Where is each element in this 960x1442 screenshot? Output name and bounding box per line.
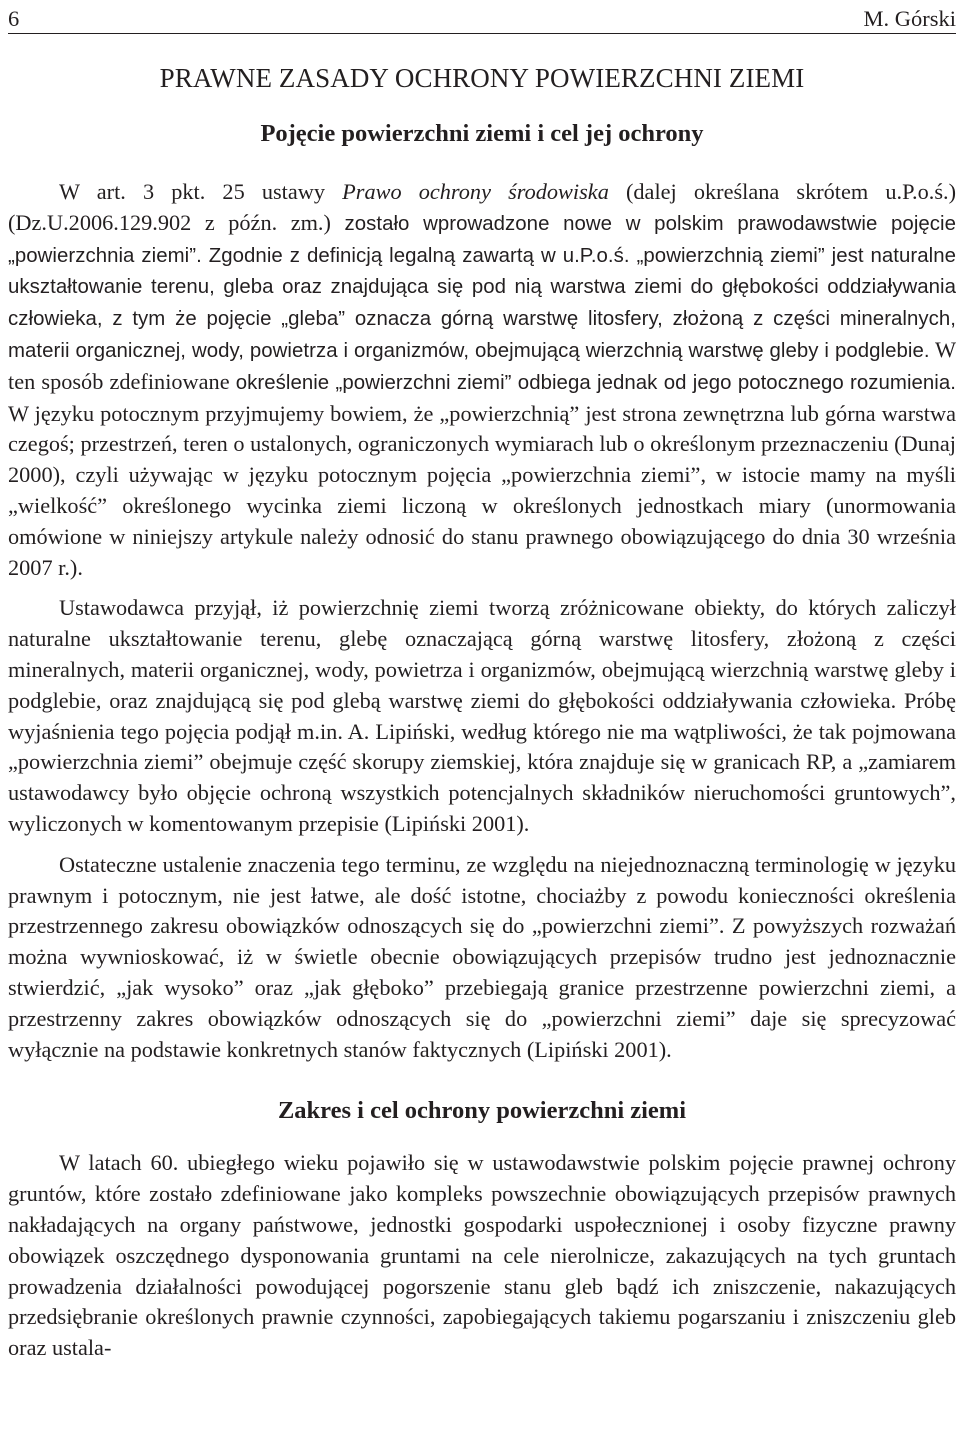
running-head (8, 0, 956, 34)
section-heading-1: Pojęcie powierzchni ziemi i cel jej ochrony (260, 120, 704, 147)
page (8, 0, 956, 1364)
paragraph-1 (8, 177, 956, 583)
section-2-body (8, 1148, 956, 1364)
p1-text-e: W ten sposób zdefiniowane (8, 336, 956, 394)
p1-statute-name: Prawo ochrony środowiska (342, 179, 609, 204)
paragraph-3: Ostateczne ustalenie znaczenia tego terminu, ze względu na niejednoznaczną terminologię w języku prawnym i potocznym, nie jest łatwe, ale dość istotne, chociażby z powodu konieczności określenia przestrzennego zakresu obowiązków odnoszących się do „powierzchni ziemi”. Z powyższych rozważań można wywnioskować, iż w świetle obecnie obowiązujących przepisów trudno jest jednoznacznie stwierdzić, „jak wysoko” oraz „jak głęboko” przebiegają granice przestrzenne powierzchni ziemi, a przestrzenny zakres obowiązków odnoszących się do „powierzchni ziemi” daje się sprecyzować wyłącznie na podstawie konkretnych stanów faktycznych (Lipiński 2001). (8, 851, 956, 1062)
header-rule (8, 33, 956, 34)
paragraph-4: W latach 60. ubiegłego wieku pojawiło się w ustawodawstwie polskim pojęcie prawnej ochrony gruntów, które zostało zdefiniowane jako kompleks powszechnie obowiązujących przepisów prawnych nakładających na organy państwowe, jednostki gospodarki uspołecznionej i osoby fizyczne prawny obowiązek oszczędnego dysponowania gruntami na cele nierolnicze, zakazujących na tych gruntach prowadzenia działalności powodującej pogorszenie stanu gleb bądź ich zniszczenie, nakazujących przedsiębranie określonych prawnie czynności, zapobiegających takiemu pogarszaniu i zniszczeniu gleb oraz ustala- (8, 1150, 956, 1361)
p1-text-a: W art. 3 pkt. 25 ustawy (59, 179, 343, 204)
paragraph-2: Ustawodawca przyjął, iż powierzchnię ziemi tworzą zróżnicowane obiekty, do których zaliczył naturalne ukształtowanie terenu, glebę oznaczającą górną warstwę litosfery, złożoną z części mineralnych, materii organicznej, wody, powietrza i organizmów, obejmującą wierzchnią warstwę gleby i podglebie, oraz znajdującą się pod glebą warstwę ziemi do głębokości oddziaływania człowieka. Próbę wyjaśnienia tego pojęcia podjął m.in. A. Lipiński, według którego nie ma wątpliwości, że tak pojmowana „powierzchnia ziemi” obejmuje część skorupy ziemskiej, która znajduje się w granicach RP, a „zamiarem ustawodawcy było objęcie ochroną wszystkich potencjalnych składników nieruchomości gruntowych”, wyliczonych w komentowanym przepisie (Lipiński 2001). (8, 595, 956, 836)
section-1-body-3 (8, 850, 956, 1066)
page-number: 6 (8, 6, 20, 31)
p1-text-d: zostało wprowadzone nowe w polskim prawodawstwie pojęcie „powierzchnia ziemi”. Zgodnie z definicją legalną zawartą w u.P.o.ś. „powierzchnią ziemi” jest naturalne ukształtowanie terenu, gleba oraz znajdująca się pod nią warstwa ziemi do głębokości oddziaływania człowieka, z tym że pojęcie „gleba” oznacza górną warstwę litosfery, złożoną z części mineralnych, materii organicznej, wody, powietrza i organizmów, obejmującą wierzchnią warstwę gleby i podglebie. (8, 212, 956, 362)
article-title: PRAWNE ZASADY OCHRONY POWIERZCHNI ZIEMI (159, 63, 805, 93)
p1-text-g: W języku potocznym przyjmujemy bowiem, że „powierzchnią” jest strona zewnętrzna lub górna warstwa czegoś; przestrzeń, teren o ustalonych, ograniczonych wymiarach lub o określonym przeznaczeniu (Dunaj 2000), czyli używając w języku potocznym pojęcia „powierzchnia ziemi”, w istocie mamy na myśli „wielkość” określonego wycinka ziemi liczoną w określonych jednostkach miary (unormowania omówione w niniejszy artykule należy odnosić do stanu prawnego obowiązującego do dnia 30 września 2007 r.). (8, 400, 956, 580)
p1-text-f: określenie „powierzchni ziemi” odbiega jednak od jego potocznego rozumienia. (235, 371, 956, 394)
p1-text-c: (dalej określana skrótem u.P.o.ś.) (Dz.U.2006.129.902 z późn. zm.) (8, 179, 956, 235)
running-head-author: M. Górski (863, 6, 956, 31)
section-1-body (8, 177, 956, 583)
section-1-body-2 (8, 593, 956, 839)
section-heading-2: Zakres i cel ochrony powierzchni ziemi (277, 1097, 687, 1125)
